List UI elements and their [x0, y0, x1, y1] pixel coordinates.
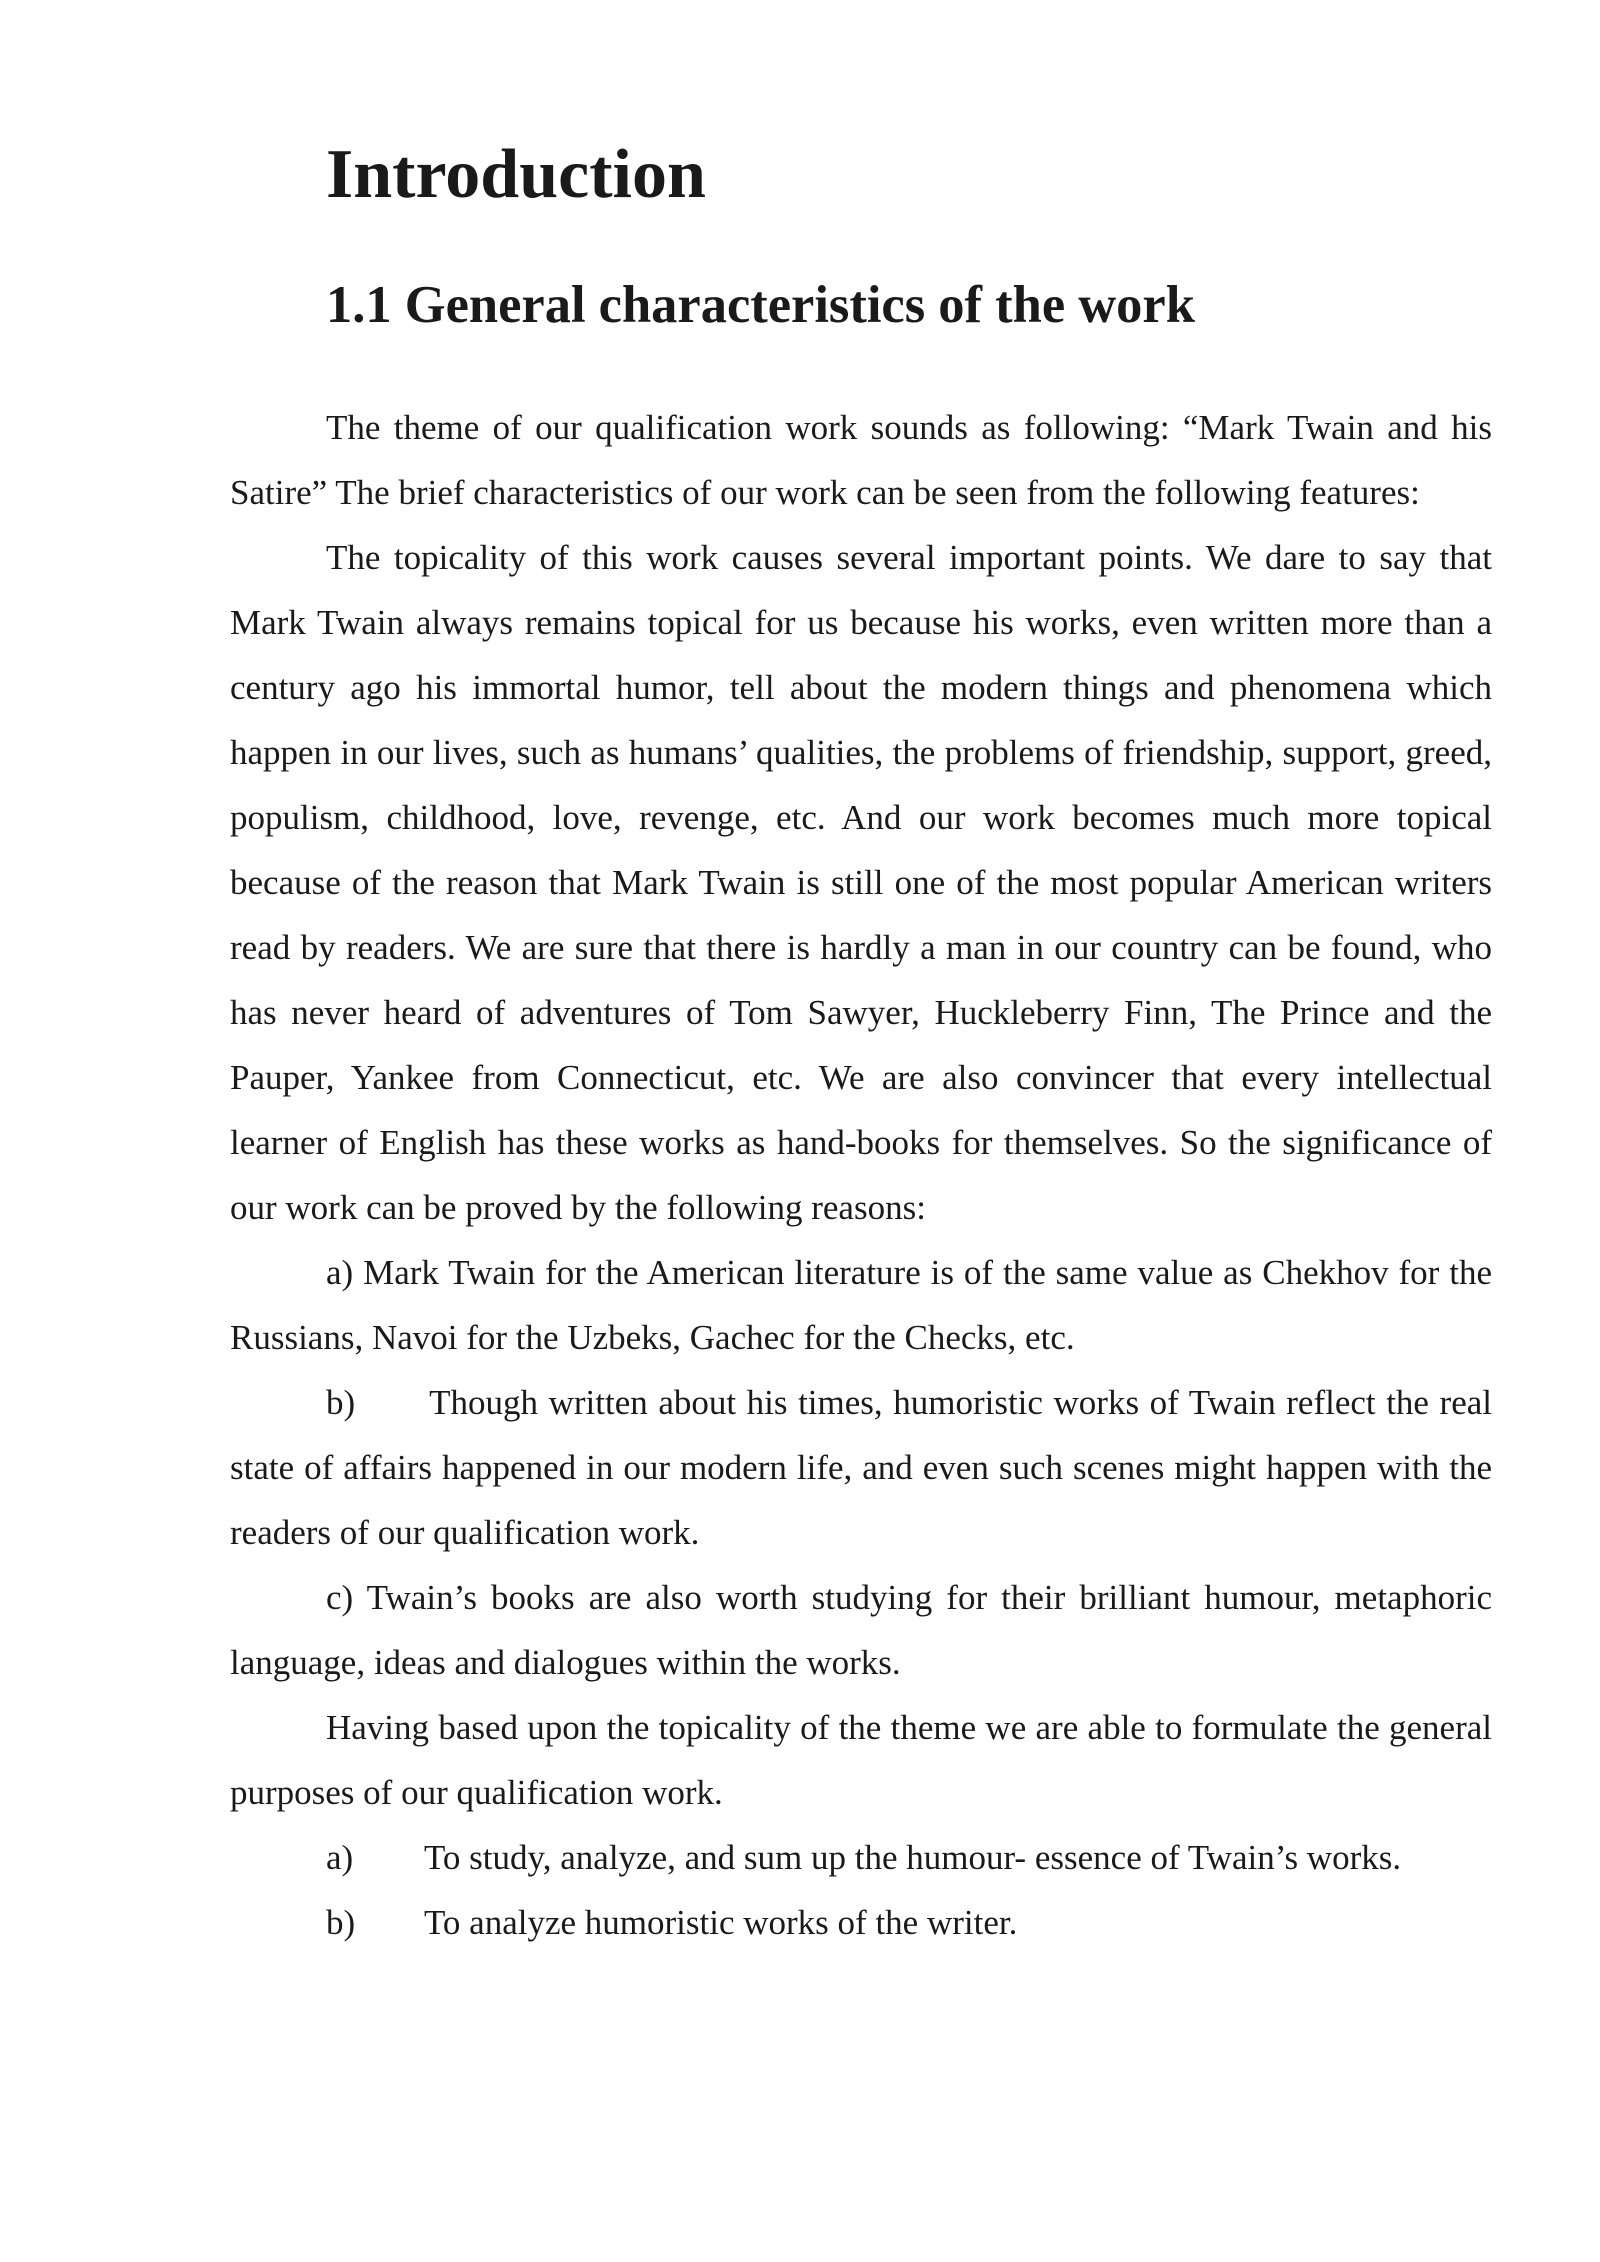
- purpose-item: [230, 1890, 1492, 1955]
- paragraph-purposes-intro: Having based upon the topicality of the theme we are able to formulate the general purposes of our qualification work.: [230, 1708, 1492, 1812]
- paragraph-reason-b: b) Though written about his times, humoristic works of Twain reflect the real state of affairs happened in our modern life, and even such scenes might happen with the readers of our qualification work.: [230, 1383, 1492, 1552]
- paragraph-reason-a: a) Mark Twain for the American literature is of the same value as Chekhov for the Russians, Navoi for the Uzbeks, Gachec for the Checks, etc.: [230, 1253, 1492, 1357]
- list-text: To analyze humoristic works of the writer.: [424, 1903, 1018, 1942]
- heading-section-1-1: 1.1 General characteristics of the work: [326, 276, 1195, 334]
- paragraph-reason-c: c) Twain’s books are also worth studying for their brilliant humour, metaphoric language, ideas and dialogues within the works.: [230, 1578, 1492, 1682]
- document-page: [230, 136, 1492, 1955]
- heading-introduction: Introduction: [326, 136, 706, 213]
- list-text: To study, analyze, and sum up the humour- essence of Twain’s works.: [424, 1838, 1402, 1877]
- purpose-item: [230, 1825, 1492, 1890]
- paragraph-theme: The theme of our qualification work sounds as following: “Mark Twain and his Satire” The brief characteristics of our work can be seen from the following features:: [230, 408, 1492, 512]
- list-marker: a): [326, 1838, 354, 1877]
- paragraph-topicality: The topicality of this work causes several important points. We dare to say that Mark Twain always remains topical for us because his works, even written more than a century ago his immortal humor, tell about the modern things and phenomena which happen in our lives, such as humans’ qualities, the problems of friendship, support, greed, populism, childhood, love, revenge, etc. And our work becomes much more topical because of the reason that Mark Twain is still one of the most popular American writers read by readers. We are sure that there is hardly a man in our country can be found, who has never heard of adventures of Tom Sawyer, Huckleberry Finn, The Prince and the Pauper, Yankee from Connecticut, etc. We are also convincer that every intellectual learner of English has these works as hand-books for themselves. So the significance of our work can be proved by the following reasons:: [230, 538, 1492, 1227]
- list-marker: b): [326, 1903, 356, 1942]
